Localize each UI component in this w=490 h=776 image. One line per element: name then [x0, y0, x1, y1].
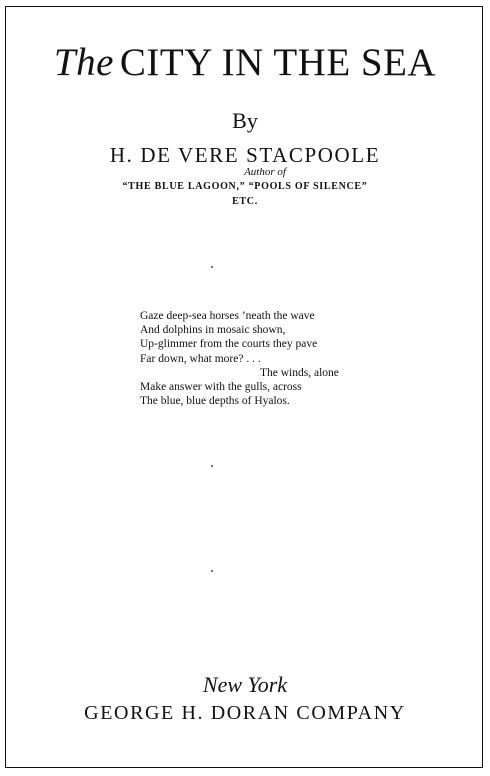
author-name: H. DE VERE STACPOOLE — [109, 143, 381, 167]
poem-line: Up-glimmer from the courts they pave — [140, 338, 318, 351]
poem-line: Gaze deep-sea horses ’neath the wave — [140, 310, 315, 322]
epigraph-poem — [140, 309, 380, 408]
author-of-label: Author of — [244, 166, 286, 178]
poem-line: The blue, blue depths of Hyalos. — [140, 395, 290, 408]
poem-line: And dolphins in mosaic shown, — [140, 324, 286, 337]
print-speck — [211, 570, 213, 572]
poem-line: Far down, what more? . . . — [140, 352, 261, 365]
print-speck — [211, 266, 213, 268]
etc-label: ETC. — [232, 196, 258, 207]
publication-place: New York — [202, 672, 288, 697]
title-article: The — [53, 41, 114, 84]
other-works: “THE BLUE LAGOON,” “POOLS OF SILENCE” — [122, 181, 368, 192]
poem-line: The winds, alone — [260, 366, 339, 379]
poem-line: Make answer with the gulls, across — [140, 381, 302, 394]
book-title — [0, 40, 490, 85]
print-speck — [211, 465, 213, 467]
publisher-name: GEORGE H. DORAN COMPANY — [84, 702, 406, 724]
title-main: CITY IN THE SEA — [119, 41, 437, 84]
byline: By — [232, 108, 258, 133]
